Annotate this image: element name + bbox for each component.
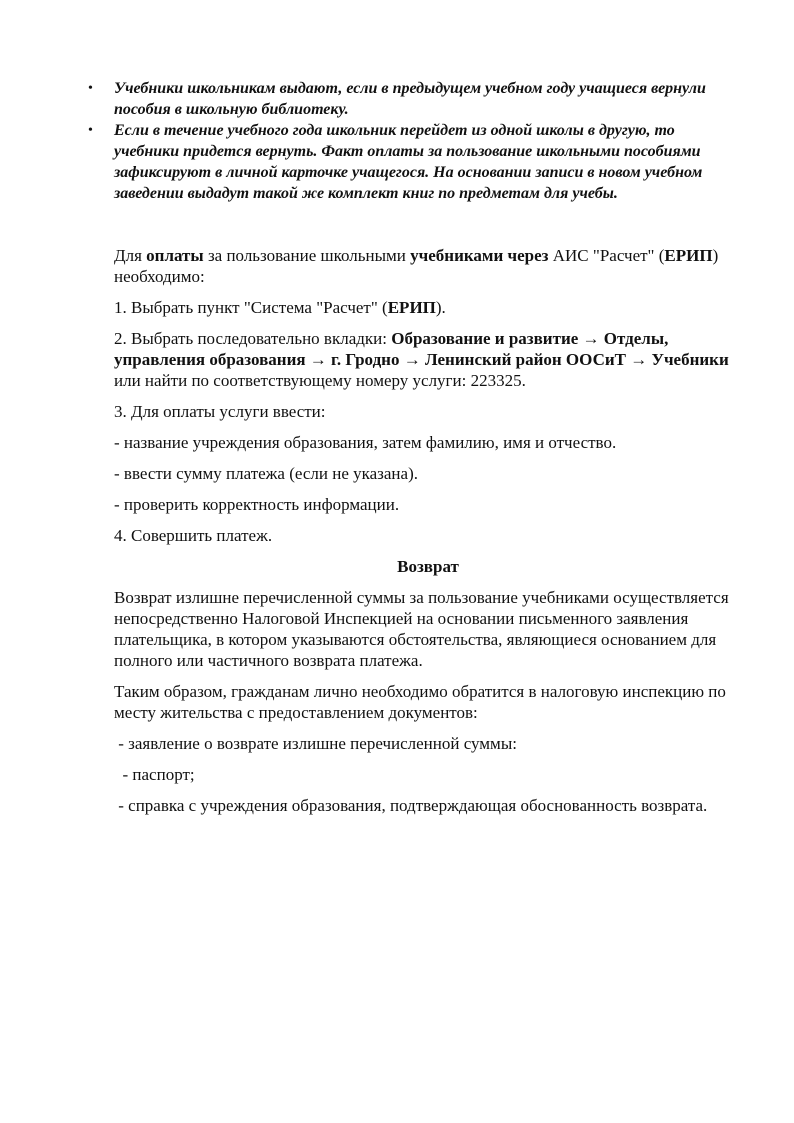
bullet-item (88, 120, 728, 204)
bullet-dot-icon: • (88, 123, 93, 138)
step-4: 4. Совершить платеж. (114, 526, 273, 545)
step-3: 3. Для оплаты услуги ввести: (114, 402, 326, 421)
step-3-item: - название учреждения образования, затем фамилию, имя и отчество. (114, 433, 617, 452)
refund-doc-item: - справка с учреждения образования, подтверждающая обоснованность возврата. (114, 796, 708, 815)
bullet-text: Учебники школьникам выдают, если в предыдущем учебном году учащиеся вернули пособия в школьную библиотеку. (114, 80, 706, 118)
refund-doc-item: - заявление о возврате излишне перечисленной суммы: (114, 734, 517, 753)
bold-run: ЕРИП (387, 298, 436, 317)
text-run: 2. Выбрать последовательно вкладки: (114, 329, 392, 348)
refund-paragraph: Таким образом, гражданам лично необходимо обратится в налоговую инспекцию по месту жительства с предоставлением документов: (114, 682, 726, 722)
step-2 (114, 328, 742, 391)
bullet-list (88, 78, 728, 204)
bold-run: ЕРИП (664, 246, 713, 265)
step-1 (114, 297, 742, 318)
text-run: 1. Выбрать пункт "Система "Расчет" ( (114, 298, 388, 317)
step-3-item: - ввести сумму платежа (если не указана). (114, 464, 418, 483)
main-text (114, 245, 742, 826)
text-run: ) необходимо: (114, 246, 719, 286)
step-3-item: - проверить корректность информации. (114, 495, 400, 514)
refund-paragraph: Возврат излишне перечисленной суммы за пользование учебниками осуществляется непосредственно Налоговой Инспекцией на основании письменного заявления плательщика, в котором указываются обстоятельства, являющиеся основанием для полного или частичного возврата платежа. (114, 588, 729, 670)
text-run: Для (114, 246, 147, 265)
payment-intro (114, 245, 742, 287)
refund-doc-item: - паспорт; (114, 765, 195, 784)
bold-run: учебниками через (410, 246, 549, 265)
text-run: или найти по соответствующему номеру услуги: 223325. (114, 350, 742, 390)
bold-run: Образование и развитие → Отделы, управления образования → г. Гродно → Ленинский район ООСиТ → Учебники (114, 329, 729, 369)
bold-run: оплаты (146, 246, 204, 265)
bullet-item (88, 78, 728, 120)
bullet-dot-icon: • (88, 81, 93, 96)
bullet-text: Если в течение учебного года школьник перейдет из одной школы в другую, то учебники придется вернуть. Факт оплаты за пользование школьными пособиями зафиксируют в личной карточке учащегося. На основании записи в новом учебном заведении выдадут такой же комплект книг по предметам для учебы. (114, 122, 703, 202)
text-run: ). (435, 298, 446, 317)
text-run: АИС "Расчет" ( (548, 246, 665, 265)
text-run: за пользование школьными (203, 246, 411, 265)
refund-heading: Возврат (397, 557, 459, 576)
